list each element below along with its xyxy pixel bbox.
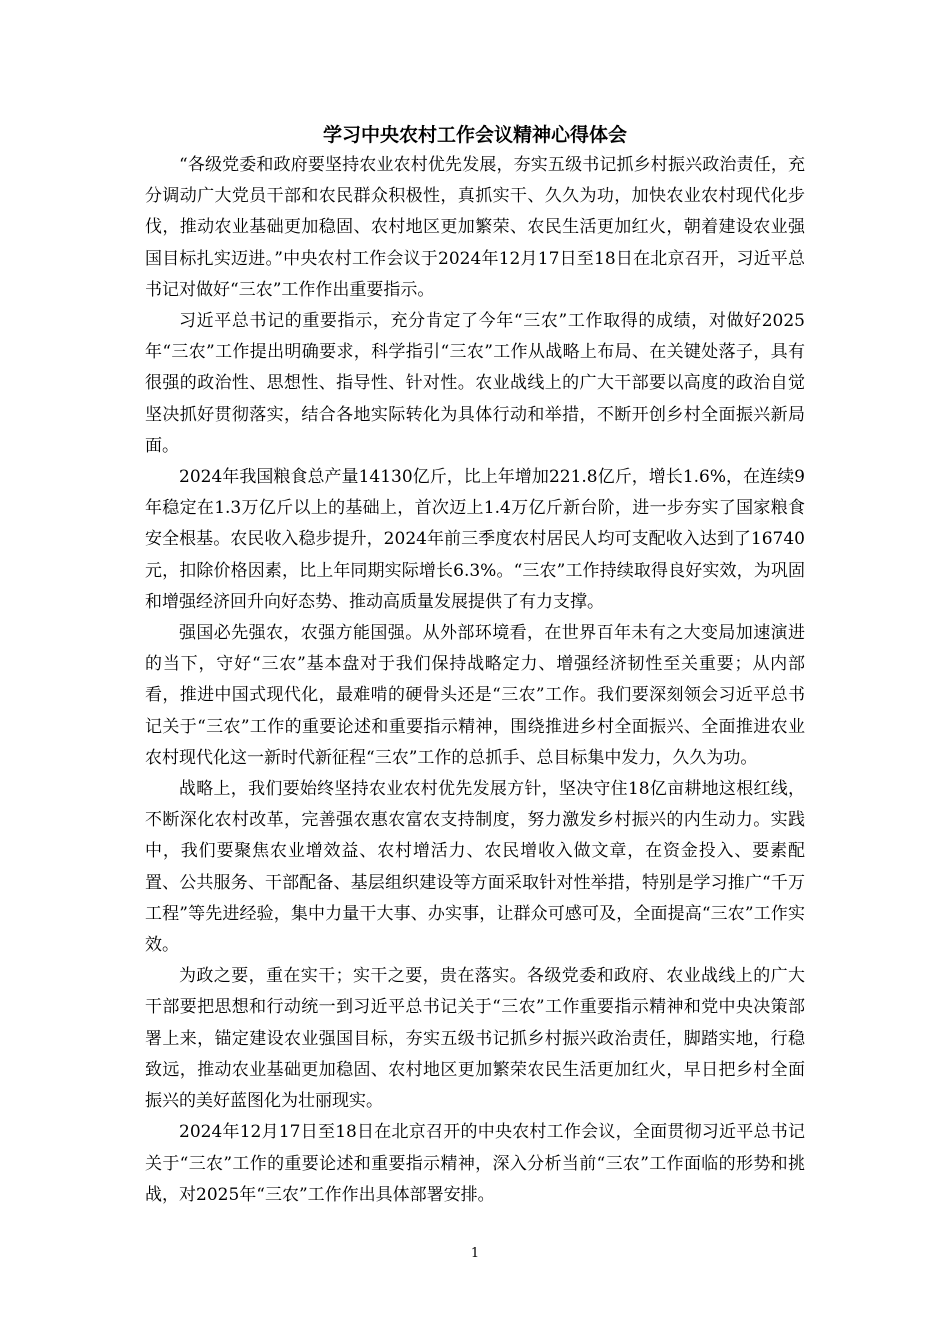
paragraph-7: 2024年12月17日至18日在北京召开的中央农村工作会议，全面贯彻习近平总书记关于“三农”工作的重要论述和重要指示精神，深入分析当前“三农”工作面临的形势和挑战，对2025年“三农”工作作出具体部署安排。 bbox=[145, 1122, 805, 1205]
paragraph-4: 强国必先强农，农强方能国强。从外部环境看，在世界百年未有之大变局加速演进的当下，守好“三农”基本盘对于我们保持战略定力、增强经济韧性至关重要；从内部看，推进中国式现代化，最难啃的硬骨头还是“三农”工作。我们要深刻领会习近平总书记关于“三农”工作的重要论述和重要指示精神，围绕推进乡村全面振兴、全面推进农业农村现代化这一新时代新征程“三农”工作的总抓手、总目标集中发力，久久为功。 bbox=[145, 623, 805, 768]
paragraph-1: “各级党委和政府要坚持农业农村优先发展，夯实五级书记抓乡村振兴政治责任，充分调动广大党员干部和农民群众积极性，真抓实干、久久为功，加快农业农村现代化步伐，推动农业基础更加稳固、农村地区更加繁荣、农民生活更加红火，朝着建设农业强国目标扎实迈进。”中央农村工作会议于2024年12月17日至18日在北京召开，习近平总书记对做好“三农”工作作出重要指示。 bbox=[145, 155, 805, 300]
paragraph-6: 为政之要，重在实干；实干之要，贵在落实。各级党委和政府、农业战线上的广大干部要把思想和行动统一到习近平总书记关于“三农”工作重要指示精神和党中央决策部署上来，锚定建设农业强国目标，夯实五级书记抓乡村振兴政治责任，脚踏实地，行稳致远，推动农业基础更加稳固、农村地区更加繁荣农民生活更加红火，早日把乡村全面振兴的美好蓝图化为壮丽现实。 bbox=[145, 966, 805, 1112]
document-page bbox=[145, 120, 805, 1211]
paragraph-5: 战略上，我们要始终坚持农业农村优先发展方针，坚决守住18亿亩耕地这根红线，不断深化农村改革，完善强农惠农富农支持制度，努力激发乡村振兴的内生动力。实践中，我们要聚焦农业增效益、农村增活力、农民增收入做文章，在资金投入、要素配置、公共服务、干部配备、基层组织建设等方面采取针对性举措，特别是学习推广“千万工程”等先进经验，集中力量干大事、办实事，让群众可感可及，全面提高“三农”工作实效。 bbox=[145, 779, 805, 956]
document-title: 学习中央农村工作会议精神心得体会 bbox=[322, 124, 627, 146]
paragraph-3: 2024年我国粮食总产量14130亿斤，比上年增加221.8亿斤，增长1.6%，在连续9年稳定在1.3万亿斤以上的基础上，首次迈上1.4万亿斤新台阶，进一步夯实了国家粮食安全根基。农民收入稳步提升，2024年前三季度农村居民人均可支配收入达到了16740元，扣除价格因素，比上年同期实际增长6.3%。“三农”工作持续取得良好实效，为巩固和增强经济回升向好态势、推动高质量发展提供了有力支撑。 bbox=[145, 467, 805, 612]
page-number: 1 bbox=[470, 1246, 480, 1261]
paragraph-2: 习近平总书记的重要指示，充分肯定了今年“三农”工作取得的成绩，对做好2025年“三农”工作提出明确要求，科学指引“三农”工作从战略上布局、在关键处落子，具有很强的政治性、思想性、指导性、针对性。农业战线上的广大干部要以高度的政治自觉坚决抓好贯彻落实，结合各地实际转化为具体行动和举措，不断开创乡村全面振兴新局面。 bbox=[145, 311, 805, 456]
